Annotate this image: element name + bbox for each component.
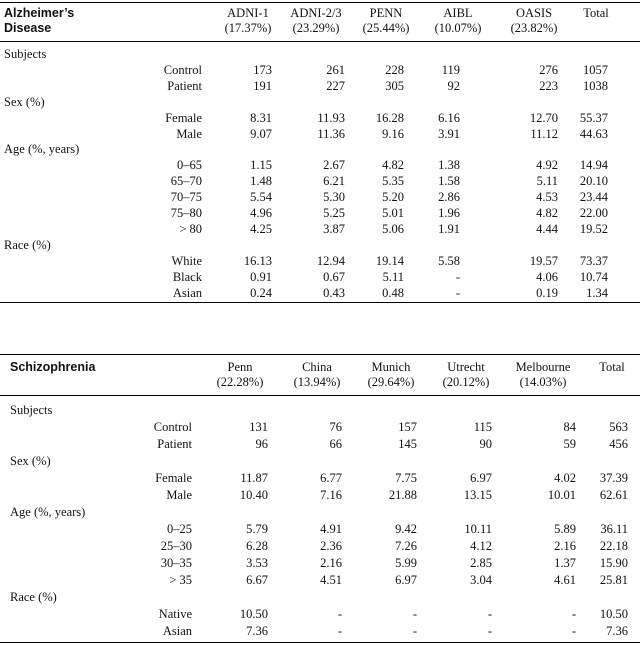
table-cell: 4.12 <box>470 539 492 553</box>
table-cell: 4.92 <box>536 158 558 173</box>
table-cell: - <box>455 269 460 284</box>
table-cell: 21.88 <box>388 488 417 502</box>
table-cell: 2.16 <box>320 556 342 570</box>
table-cell: 2.36 <box>320 539 342 553</box>
table-cell: 1.34 <box>586 285 608 300</box>
table-cell: 10.50 <box>239 607 268 621</box>
table-cell: 7.36 <box>606 624 628 638</box>
table-bottom-rule <box>0 642 640 643</box>
table-cell: 13.15 <box>463 488 492 502</box>
table-cell: 6.97 <box>470 471 492 485</box>
row-label: Patient <box>167 78 202 93</box>
table-cell: 115 <box>473 420 492 434</box>
table-cell: 37.39 <box>599 471 628 485</box>
column-header-name: PENN <box>369 6 403 20</box>
column-header-share: (17.37%) <box>224 21 272 35</box>
table-cell: 19.14 <box>375 253 404 268</box>
table-cell: 3.91 <box>438 126 460 141</box>
column-header-share: (20.12%) <box>442 375 490 389</box>
table-cell: 20.10 <box>579 174 608 189</box>
table-cell: 36.11 <box>600 522 628 536</box>
table-cell: 228 <box>385 62 404 77</box>
table-cell: 5.30 <box>323 190 345 205</box>
table-title-line: Disease <box>4 21 52 35</box>
table-top-rule <box>0 2 640 3</box>
table-cell: 9.07 <box>250 126 272 141</box>
table-cell: 0.43 <box>323 285 345 300</box>
table-cell: 15.90 <box>599 556 628 570</box>
column-header-share: (14.03%) <box>519 375 567 389</box>
table-cell: 5.58 <box>438 253 460 268</box>
table-cell: 44.63 <box>579 126 608 141</box>
table-cell: 0.24 <box>250 285 272 300</box>
table-cell: 22.00 <box>579 206 608 220</box>
table-title-line: Alzheimer’s <box>4 6 75 20</box>
table-cell: 2.67 <box>323 158 345 173</box>
column-header-name: Total <box>583 6 609 20</box>
table-cell: 19.52 <box>579 221 608 236</box>
schizophrenia-table <box>0 352 640 646</box>
row-label: Asian <box>162 624 192 638</box>
table-cell: 3.04 <box>470 573 492 587</box>
table-cell: 1.96 <box>438 206 460 220</box>
column-header-share: (29.64%) <box>367 375 415 389</box>
table-cell: 25.81 <box>599 573 628 587</box>
table-cell: 4.25 <box>250 221 272 236</box>
table-cell: 191 <box>253 78 272 93</box>
row-label: Control <box>153 420 192 434</box>
table-cell: 19.57 <box>529 253 558 268</box>
row-label: Male <box>166 488 192 502</box>
table-cell: 4.53 <box>536 190 558 205</box>
table-cell: 173 <box>253 62 272 77</box>
table-cell: 0.19 <box>536 285 558 300</box>
table-cell: 4.82 <box>382 158 404 173</box>
table-cell: 66 <box>329 437 342 451</box>
table-cell: 261 <box>326 62 345 77</box>
table-cell: 55.37 <box>579 110 608 125</box>
table-cell: 6.97 <box>395 573 417 587</box>
table-cell: 5.06 <box>382 221 404 236</box>
table-cell: 5.89 <box>554 522 576 536</box>
table-cell: 1057 <box>583 62 608 77</box>
table-cell: 1.48 <box>250 174 272 189</box>
table-cell: 10.50 <box>599 607 628 621</box>
table-cell: 12.70 <box>529 110 558 125</box>
table-cell: - <box>412 624 417 638</box>
column-header-name: Melbourne <box>515 360 571 374</box>
table-cell: 5.79 <box>246 522 268 536</box>
row-label: Female <box>165 110 202 125</box>
table-cell: 7.75 <box>395 471 417 485</box>
table-cell: - <box>412 607 417 621</box>
table-cell: 4.02 <box>554 471 576 485</box>
row-label: Native <box>158 607 192 621</box>
table-cell: 6.77 <box>320 471 342 485</box>
table-cell: 7.16 <box>320 488 342 502</box>
section-label: Race (%) <box>10 590 57 604</box>
table-cell: 1.37 <box>554 556 576 570</box>
table-cell: 2.86 <box>438 190 460 205</box>
column-header-share: (23.29%) <box>292 21 340 35</box>
table-cell: 5.25 <box>323 206 345 220</box>
table-cell: 131 <box>249 420 268 434</box>
table-cell: 11.12 <box>530 126 558 141</box>
header-bottom-rule <box>0 395 640 396</box>
section-label: Sex (%) <box>10 454 51 468</box>
table-cell: 223 <box>539 78 558 93</box>
table-cell: 23.44 <box>579 190 608 205</box>
row-label: Female <box>155 471 192 485</box>
table-cell: - <box>571 624 576 638</box>
row-label: Black <box>172 269 202 284</box>
table-cell: - <box>455 285 460 300</box>
row-label: 0–65 <box>177 158 202 173</box>
table-cell: 563 <box>609 420 628 434</box>
table-cell: 16.28 <box>375 110 404 125</box>
table-cell: 12.94 <box>316 253 345 268</box>
row-label: > 35 <box>169 573 192 587</box>
header-bottom-rule <box>0 41 640 42</box>
column-header-name: Penn <box>227 360 253 374</box>
column-header-name: Munich <box>371 360 411 374</box>
table-cell: 3.87 <box>323 221 345 236</box>
table-cell: 22.18 <box>599 539 628 553</box>
section-label: Race (%) <box>4 237 51 252</box>
table-cell: 2.85 <box>470 556 492 570</box>
table-cell: 6.67 <box>246 573 268 587</box>
table-cell: 9.16 <box>382 126 404 141</box>
column-header-name: China <box>302 360 332 374</box>
column-header <box>567 360 640 375</box>
row-label: > 80 <box>179 221 202 236</box>
table-cell: 6.28 <box>246 539 268 553</box>
row-label: 75–80 <box>170 206 202 220</box>
table-cell: 5.11 <box>382 269 404 284</box>
table-cell: 5.11 <box>536 174 558 189</box>
table-cell: 59 <box>563 437 576 451</box>
section-label: Age (%, years) <box>4 142 80 157</box>
table-cell: 11.36 <box>317 126 345 141</box>
table-cell: 6.21 <box>323 174 345 189</box>
table-cell: 6.16 <box>438 110 460 125</box>
table-cell: 92 <box>447 78 460 93</box>
table-cell: 4.82 <box>536 206 558 220</box>
row-label: 25–30 <box>160 539 192 553</box>
column-header-name: AIBL <box>443 6 473 20</box>
column-header-share: (23.82%) <box>510 21 558 35</box>
row-label: Control <box>163 62 202 77</box>
table-cell: 9.42 <box>395 522 417 536</box>
table-cell: 8.31 <box>250 110 272 125</box>
table-cell: 5.01 <box>382 206 404 220</box>
column-header-name: OASIS <box>515 6 553 20</box>
table-cell: 119 <box>441 62 460 77</box>
table-cell: 305 <box>385 78 404 93</box>
row-label: Asian <box>172 285 202 300</box>
table-cell: 73.37 <box>579 253 608 268</box>
table-cell: 1038 <box>583 78 608 93</box>
table-cell: 157 <box>398 420 417 434</box>
section-label: Sex (%) <box>4 94 45 109</box>
table-cell: - <box>337 624 342 638</box>
section-label: Age (%, years) <box>10 505 86 519</box>
table-cell: 90 <box>479 437 492 451</box>
table-cell: 1.15 <box>250 158 272 173</box>
table-cell: 4.06 <box>536 269 558 284</box>
row-label: Patient <box>157 437 192 451</box>
column-header <box>551 6 640 21</box>
table-cell: 7.26 <box>395 539 417 553</box>
table-cell: 11.93 <box>317 110 345 125</box>
row-label: 30–35 <box>160 556 192 570</box>
table-cell: 2.16 <box>554 539 576 553</box>
row-label: 65–70 <box>170 174 202 189</box>
column-header-name: Utrecht <box>447 360 485 374</box>
section-label: Subjects <box>4 47 47 61</box>
table-cell: 14.94 <box>579 158 608 173</box>
table-title <box>10 360 95 375</box>
table-cell: 4.91 <box>320 522 342 536</box>
table-title <box>4 6 74 36</box>
row-label: White <box>171 253 202 268</box>
table-cell: 4.51 <box>320 573 342 587</box>
table-cell: 62.61 <box>599 488 628 502</box>
table-cell: - <box>487 607 492 621</box>
table-cell: 7.36 <box>246 624 268 638</box>
table-cell: 5.99 <box>395 556 417 570</box>
column-header-name: Total <box>599 360 625 374</box>
column-header-share: (25.44%) <box>362 21 410 35</box>
table-cell: 4.96 <box>250 206 272 220</box>
row-label: 0–25 <box>167 522 192 536</box>
column-header-share: (13.94%) <box>293 375 341 389</box>
table-cell: 276 <box>539 62 558 77</box>
table-cell: 0.48 <box>382 285 404 300</box>
table-cell: 0.67 <box>323 269 345 284</box>
column-header-name: ADNI-1 <box>227 6 269 20</box>
section-label: Subjects <box>10 403 53 417</box>
table-cell: 5.35 <box>382 174 404 189</box>
table-cell: 16.13 <box>243 253 272 268</box>
table-cell: 5.54 <box>250 190 272 205</box>
table-title-line: Schizophrenia <box>10 360 96 374</box>
table-cell: - <box>571 607 576 621</box>
row-label: Male <box>176 126 202 141</box>
table-cell: 10.40 <box>239 488 268 502</box>
table-cell: 5.20 <box>382 190 404 205</box>
table-cell: 3.53 <box>246 556 268 570</box>
table-cell: 84 <box>563 420 576 434</box>
table-cell: 10.01 <box>547 488 576 502</box>
row-label: 70–75 <box>170 190 202 205</box>
table-cell: 1.58 <box>438 174 460 189</box>
table-cell: 10.11 <box>464 522 492 536</box>
table-cell: 456 <box>609 437 628 451</box>
table-cell: - <box>337 607 342 621</box>
column-header-share: (10.07%) <box>434 21 482 35</box>
table-cell: 1.38 <box>438 158 460 173</box>
table-cell: 227 <box>326 78 345 93</box>
table-cell: 145 <box>398 437 417 451</box>
table-top-rule <box>0 354 640 355</box>
alzheimers-table <box>0 0 640 320</box>
table-bottom-rule <box>0 302 640 303</box>
column-header-name: ADNI-2/3 <box>290 6 342 20</box>
table-cell: 1.91 <box>438 221 460 236</box>
table-cell: 76 <box>329 420 342 434</box>
table-cell: 4.44 <box>536 221 558 236</box>
table-cell: 10.74 <box>579 269 608 284</box>
table-cell: 0.91 <box>250 269 272 284</box>
table-cell: 11.87 <box>240 471 268 485</box>
table-cell: 4.61 <box>554 573 576 587</box>
table-cell: - <box>487 624 492 638</box>
column-header-share: (22.28%) <box>216 375 264 389</box>
table-cell: 96 <box>255 437 268 451</box>
